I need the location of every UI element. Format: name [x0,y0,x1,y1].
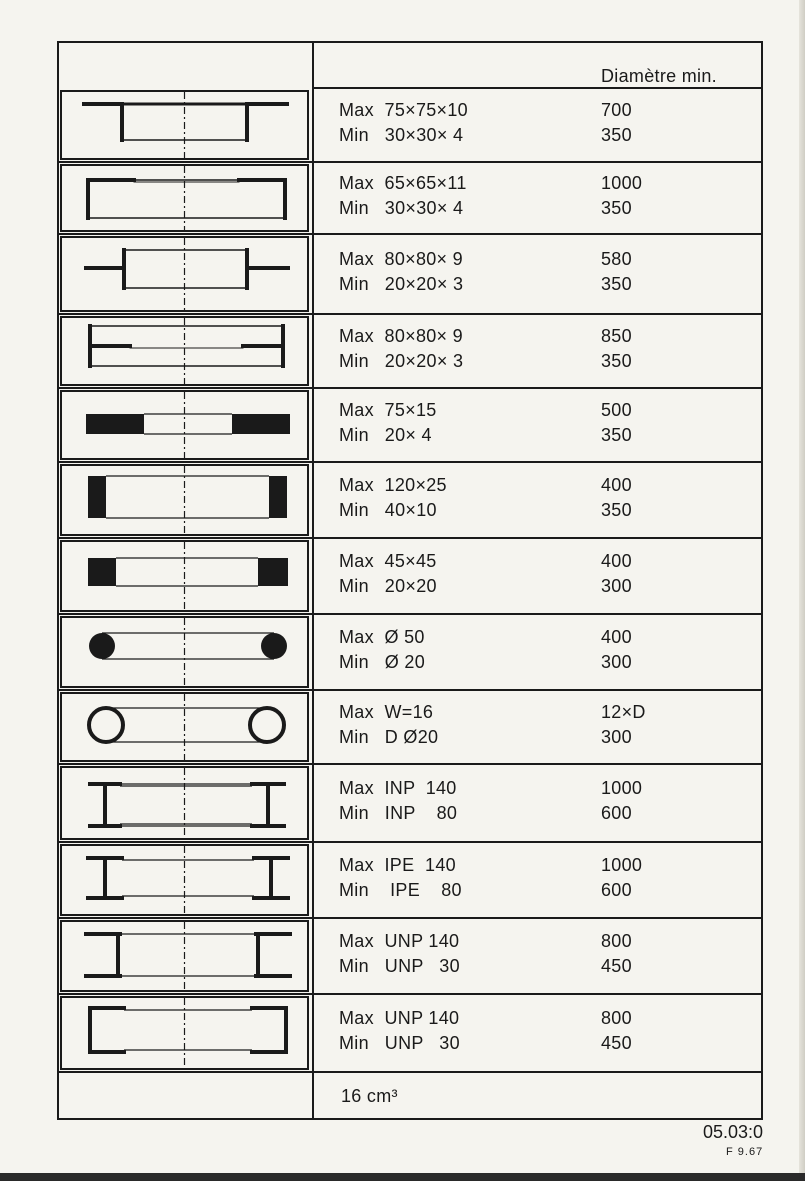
square-bar-icon [62,542,307,610]
min-profile: Min INP 80 [339,803,458,823]
angle-leg-in-icon [62,318,307,384]
table-row [57,537,763,613]
max-profile: Max Ø 50 [339,627,425,647]
reference-code: 05.03:0 [703,1122,764,1142]
table-row [57,387,763,461]
table-row [57,917,763,993]
table-row [57,689,763,763]
table-row [57,233,763,313]
tube-icon [62,694,307,760]
min-diameter: 350 [601,500,632,520]
reference-date: F 9.67 [726,1146,764,1158]
min-diameter: 300 [601,576,632,596]
min-profile: Min 30×30× 4 [339,125,464,145]
max-diameter: 500 [601,400,632,420]
min-diameter: 600 [601,803,632,823]
table-bottom-border [57,1118,763,1120]
max-profile: Max W=16 [339,702,434,722]
max-profile: Max 65×65×11 [339,173,467,193]
profile-symbol [60,316,309,386]
profile-symbol [60,90,309,160]
min-diameter: 350 [601,125,632,145]
min-diameter: 350 [601,425,632,445]
max-diameter: 800 [601,931,632,951]
max-profile: Max UNP 140 [339,1008,460,1028]
max-diameter: 1000 [601,855,643,875]
min-profile: Min 40×10 [339,500,437,520]
max-diameter: 580 [601,249,632,269]
min-diameter: 350 [601,198,632,218]
flat-bar-flatwise-icon [62,392,307,458]
page-bottom-edge [0,1173,805,1181]
table-row [57,161,763,233]
max-profile: Max 45×45 [339,551,437,571]
page-edge [799,0,805,1181]
min-profile: Min Ø 20 [339,652,426,672]
min-diameter: 600 [601,880,632,900]
inp-beam-icon [62,768,307,838]
min-profile: Min 30×30× 4 [339,198,464,218]
max-diameter: 800 [601,1008,632,1028]
max-profile: Max IPE 140 [339,855,456,875]
max-profile: Max 80×80× 9 [339,249,463,269]
min-profile: Min UNP 30 [339,956,460,976]
round-bar-icon [62,618,307,686]
row-divider [57,1071,763,1073]
diameter-column-header: Diamètre min. [601,66,717,86]
min-profile: Min 20×20× 3 [339,351,464,371]
angle-flange-out-icon [62,92,307,158]
max-diameter: 850 [601,326,632,346]
max-diameter: 1000 [601,778,643,798]
max-profile: Max INP 140 [339,778,457,798]
max-diameter: 1000 [601,173,643,193]
table-top-border [57,41,763,43]
profile-symbol [60,692,309,762]
max-diameter: 700 [601,100,632,120]
max-profile: Max 120×25 [339,475,447,495]
angle-leg-out-icon [62,238,307,310]
unp-channel-out-icon [62,922,307,990]
profile-table [57,41,763,1120]
max-diameter: 12×D [601,702,646,722]
profile-symbol [60,236,309,312]
min-profile: Min IPE 80 [339,880,462,900]
min-profile: Min UNP 30 [339,1033,460,1053]
min-diameter: 300 [601,652,632,672]
min-diameter: 450 [601,1033,632,1053]
max-diameter: 400 [601,627,632,647]
min-profile: Min 20×20 [339,576,437,596]
profile-symbol [60,920,309,992]
min-diameter: 300 [601,727,632,747]
profile-symbol [60,844,309,916]
profile-symbol [60,464,309,536]
max-profile: Max 75×75×10 [339,100,468,120]
profile-symbol [60,390,309,460]
ipe-beam-icon [62,846,307,914]
angle-flange-in-icon [62,166,307,230]
min-diameter: 350 [601,351,632,371]
table-row [57,461,763,537]
max-profile: Max 75×15 [339,400,437,420]
profile-symbol [60,540,309,612]
max-diameter: 400 [601,551,632,571]
profile-symbol [60,996,309,1070]
profile-symbol [60,164,309,232]
capacity-value: 16 cm³ [341,1086,398,1106]
table-row [57,841,763,917]
table-row [57,993,763,1071]
unp-channel-in-icon [62,998,307,1068]
min-diameter: 450 [601,956,632,976]
min-profile: Min D Ø20 [339,727,439,747]
min-profile: Min 20×20× 3 [339,274,464,294]
flat-bar-edgewise-icon [62,466,307,534]
max-profile: Max UNP 140 [339,931,460,951]
max-diameter: 400 [601,475,632,495]
max-profile: Max 80×80× 9 [339,326,463,346]
min-diameter: 350 [601,274,632,294]
table-row [57,313,763,387]
profile-symbol [60,766,309,840]
table-row [57,87,763,161]
profile-symbol [60,616,309,688]
min-profile: Min 20× 4 [339,425,432,445]
table-row [57,613,763,689]
table-row [57,763,763,841]
